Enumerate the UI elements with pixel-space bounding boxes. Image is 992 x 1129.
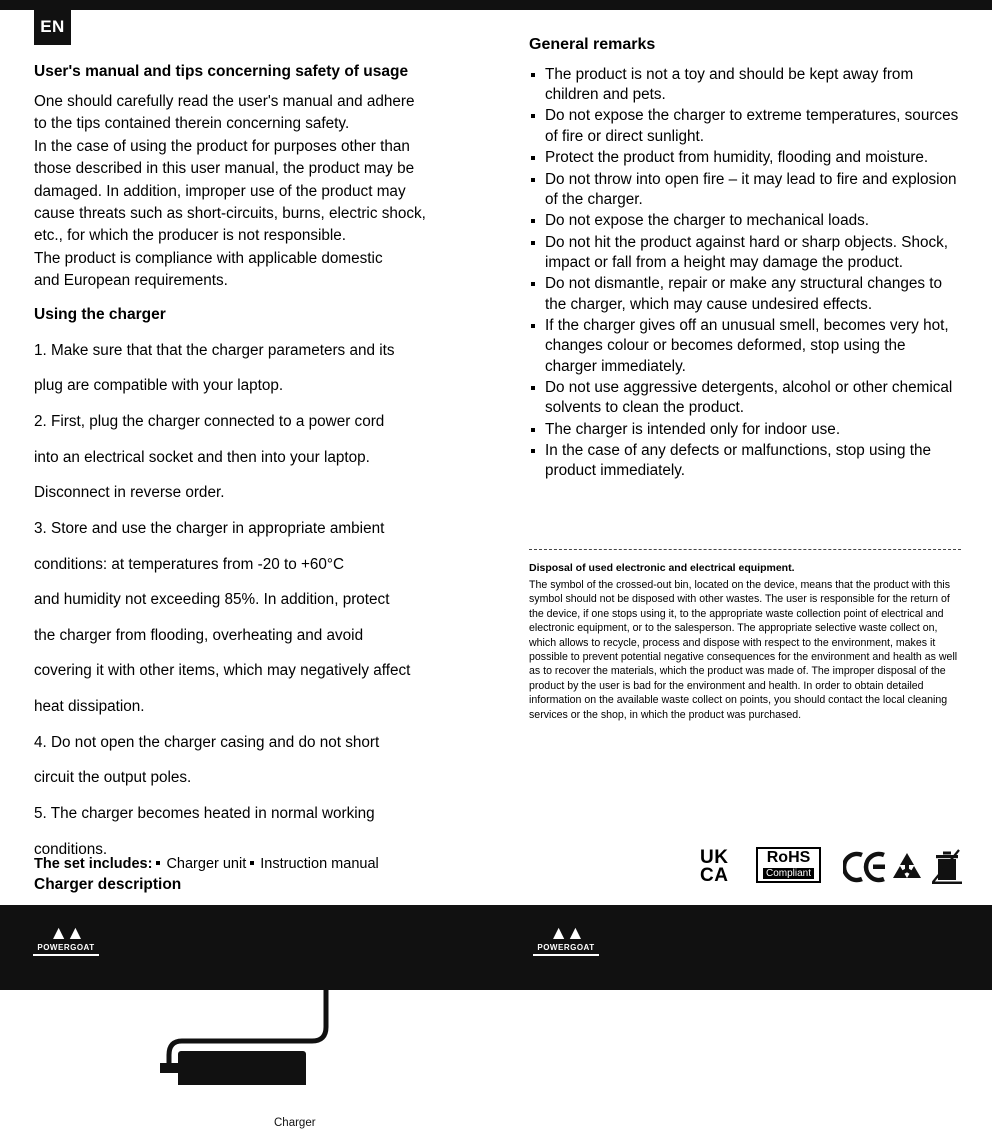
step-line: conditions: at temperatures from -20 to +60°C (34, 555, 345, 573)
list-item: Do not dismantle, repair or make any structural changes to the charger, which may cause undesired effects. (529, 274, 961, 315)
goat-horns-icon: ▲▲ (49, 923, 83, 944)
list-item: Do not hit the product against hard or sharp objects. Shock, impact or fall from a height may damage the product. (529, 233, 961, 274)
step-line: into an electrical socket and then into your laptop. (34, 448, 370, 466)
rohs-line2: Compliant (763, 868, 814, 879)
rohs-mark (756, 847, 821, 883)
intro-line: damaged. In addition, improper use of the product may (34, 182, 406, 200)
set-includes-label: The set includes: (34, 856, 153, 872)
brand-name: POWERGOAT (537, 943, 595, 952)
list-item: Protect the product from humidity, flooding and moisture. (529, 148, 961, 168)
intro-line: cause threats such as short-circuits, burns, electric shock, (34, 204, 426, 222)
brand-logo-left (29, 925, 103, 971)
list-item: The product is not a toy and should be kept away from children and pets. (529, 65, 961, 106)
rohs-line1: RoHS (766, 849, 811, 866)
list-item: In the case of any defects or malfunctions, stop using the product immediately. (529, 441, 961, 482)
bottom-black-band (0, 905, 992, 990)
general-remarks-title: General remarks (529, 36, 656, 53)
weee-mark (932, 849, 962, 890)
disposal-title: Disposal of used electronic and electrical equipment. (529, 562, 795, 574)
certification-marks (700, 845, 962, 891)
ukca-line2: CA (700, 865, 729, 887)
intro-line: and European requirements. (34, 271, 228, 289)
goat-horns-icon: ▲▲ (549, 923, 583, 944)
list-item: Do not use aggressive detergents, alcohol or other chemical solvents to clean the product. (529, 378, 961, 419)
logo-rule (33, 954, 99, 956)
intro-line: One should carefully read the user's manual and adhere (34, 93, 415, 111)
language-badge: EN (34, 8, 71, 45)
intro-line: etc., for which the producer is not responsible. (34, 227, 347, 245)
disposal-section (529, 562, 961, 722)
step-line: plug are compatible with your laptop. (34, 377, 284, 395)
step-line: 4. Do not open the charger casing and do not short (34, 733, 380, 751)
brand-logo-right (529, 925, 603, 971)
intro-line: those described in this user manual, the product may be (34, 160, 415, 178)
set-includes-item: Charger unit (166, 856, 247, 872)
section-divider (529, 549, 961, 550)
diagram-label-charger: Charger (274, 1117, 316, 1129)
step-line: 2. First, plug the charger connected to a power cord (34, 412, 385, 430)
list-item: If the charger gives off an unusual smell, becomes very hot, changes colour or becomes deformed, stop using the charger immediately. (529, 316, 961, 377)
manual-title: User's manual and tips concerning safety of usage (34, 63, 409, 80)
list-item: Do not expose the charger to extreme temperatures, sources of fire or direct sunlight. (529, 106, 961, 147)
set-includes-item: Instruction manual (260, 856, 379, 872)
using-charger-title: Using the charger (34, 306, 166, 324)
ukca-line1: UK (700, 847, 729, 868)
using-charger-steps (34, 341, 484, 860)
recycle-icon (890, 851, 924, 883)
step-line: Disconnect in reverse order. (34, 484, 225, 502)
intro-line: In the case of using the product for purposes other than (34, 137, 410, 155)
intro-paragraph (34, 92, 484, 291)
step-line: 5. The charger becomes heated in normal working (34, 805, 375, 822)
intro-line: to the tips contained therein concerning safety. (34, 115, 350, 133)
set-includes (34, 856, 379, 872)
step-line: circuit the output poles. (34, 769, 192, 787)
step-line: and humidity not exceeding 85%. In addition, protect (34, 591, 390, 609)
general-remarks-list (529, 65, 961, 482)
bullet-separator (250, 861, 254, 865)
top-black-bar (0, 0, 992, 10)
recycle-mark (890, 851, 924, 888)
step-line: covering it with other items, which may negatively affect (34, 662, 411, 680)
step-line: the charger from flooding, overheating and avoid (34, 626, 364, 644)
right-column (529, 35, 961, 483)
brand-name: POWERGOAT (37, 943, 95, 952)
step-line: 3. Store and use the charger in appropriate ambient (34, 519, 385, 537)
step-line: heat dissipation. (34, 698, 145, 716)
step-line: conditions. (34, 840, 108, 858)
intro-line: The product is compliance with applicable domestic (34, 249, 383, 267)
ce-mark-icon (843, 851, 888, 883)
ukca-mark (700, 849, 728, 885)
ce-mark (843, 851, 888, 888)
charger-description-title: Charger description (34, 876, 182, 894)
list-item: Do not expose the charger to mechanical loads. (529, 211, 961, 231)
logo-rule (533, 954, 599, 956)
crossed-out-bin-icon (932, 849, 962, 885)
bullet-separator (156, 861, 160, 865)
list-item: Do not throw into open fire – it may lead to fire and explosion of the charger. (529, 170, 961, 211)
disposal-text: The symbol of the crossed-out bin, located on the device, means that the product with this symbol should not be disposed with other wastes. The user is responsible for the return of the device, if one stops using it, to the appropriate waste collection point of electrical and electronic equipment, or to the salesperson. The appropriate selective waste collect on, which allows to recycle, process and dispose with respect to the environment, makes it possible to prevent potential negative consequences for the environment and health as well as to recover the materials, which the product was made of. The improper disposal of the product by the user is bad for the environment and health. In order to obtain detailed information on the available waste collect on points, you should contact the local cleaning services or the shop, in which the product was purchased. (529, 579, 958, 721)
list-item: The charger is intended only for indoor use. (529, 420, 961, 440)
step-line: 1. Make sure that that the charger parameters and its (34, 341, 395, 359)
